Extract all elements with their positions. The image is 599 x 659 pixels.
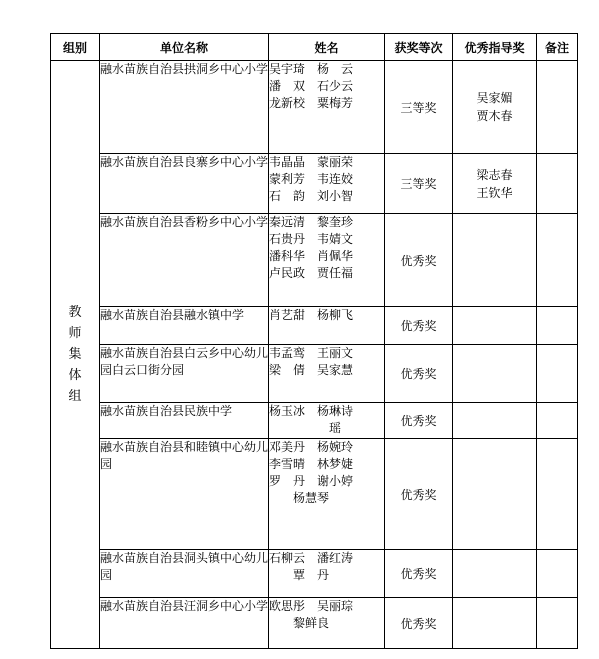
name-line: 瑶 xyxy=(269,421,342,435)
table-row xyxy=(51,439,578,550)
org-cell: 融水苗族自治县民族中学 xyxy=(100,403,269,439)
name-line: 肖艺甜 杨柳飞 xyxy=(269,308,354,322)
name-line: 梁 倩 吴家慧 xyxy=(269,363,354,377)
names-cell xyxy=(269,598,385,649)
org-cell: 融水苗族自治县良寨乡中心小学 xyxy=(100,154,269,214)
name-line: 龙新校 粟梅芳 xyxy=(269,96,354,110)
tutor-name: 吴家媚 xyxy=(476,91,513,105)
name-line: 杨玉冰 杨琳诗 xyxy=(269,404,354,418)
remark-cell xyxy=(537,598,578,649)
name-line: 石贵丹 韦婧文 xyxy=(269,232,354,246)
name-line: 潘 双 石少云 xyxy=(269,79,354,93)
org-cell: 融水苗族自治县香粉乡中心小学 xyxy=(100,214,269,307)
name-line: 石 韵 刘小智 xyxy=(269,189,354,203)
award-cell: 三等奖 xyxy=(385,154,453,214)
remark-cell xyxy=(537,154,578,214)
remark-cell xyxy=(537,439,578,550)
names-cell xyxy=(269,214,385,307)
remark-cell xyxy=(537,214,578,307)
award-table xyxy=(50,33,578,649)
header-tutor: 优秀指导奖 xyxy=(453,34,537,61)
name-line: 卢民政 贾任福 xyxy=(269,266,354,280)
header-award: 获奖等次 xyxy=(385,34,453,61)
tutor-name: 贾木春 xyxy=(476,109,513,123)
header-name: 姓名 xyxy=(269,34,385,61)
name-line: 李雪晴 林梦婕 xyxy=(269,457,354,471)
tutor-cell xyxy=(453,307,537,345)
name-line: 潘科华 肖佩华 xyxy=(269,249,354,263)
names-cell xyxy=(269,345,385,403)
names-cell xyxy=(269,550,385,598)
group-cell xyxy=(51,61,100,649)
remark-cell xyxy=(537,307,578,345)
table-row xyxy=(51,345,578,403)
header-remark: 备注 xyxy=(537,34,578,61)
tutor-cell xyxy=(453,550,537,598)
table-row xyxy=(51,403,578,439)
award-cell: 三等奖 xyxy=(385,61,453,154)
tutor-cell xyxy=(453,345,537,403)
name-line: 石柳云 潘红涛 xyxy=(269,551,354,565)
remark-cell xyxy=(537,403,578,439)
names-cell xyxy=(269,154,385,214)
name-line: 欧思彤 吴丽琮 xyxy=(269,599,354,613)
group-label: 教师集体组 xyxy=(68,305,82,404)
award-cell: 优秀奖 xyxy=(385,214,453,307)
name-line: 杨慧琴 xyxy=(269,491,330,505)
table-row xyxy=(51,598,578,649)
names-cell xyxy=(269,61,385,154)
tutor-cell xyxy=(453,439,537,550)
header-group: 组别 xyxy=(51,34,100,61)
org-cell: 融水苗族自治县拱洞乡中心小学 xyxy=(100,61,269,154)
award-cell: 优秀奖 xyxy=(385,598,453,649)
tutor-cell xyxy=(453,403,537,439)
org-cell: 融水苗族自治县融水镇中学 xyxy=(100,307,269,345)
remark-cell xyxy=(537,61,578,154)
table-row xyxy=(51,61,578,154)
table-row xyxy=(51,550,578,598)
header-row xyxy=(51,34,578,61)
org-cell: 融水苗族自治县洞头镇中心幼儿园 xyxy=(100,550,269,598)
org-cell: 融水苗族自治县和睦镇中心幼儿园 xyxy=(100,439,269,550)
award-cell: 优秀奖 xyxy=(385,550,453,598)
name-line: 覃 丹 xyxy=(269,568,330,582)
header-org: 单位名称 xyxy=(100,34,269,61)
tutor-cell xyxy=(453,214,537,307)
tutor-cell xyxy=(453,598,537,649)
table-row xyxy=(51,214,578,307)
name-line: 韦晶晶 蒙丽荣 xyxy=(269,155,354,169)
award-cell: 优秀奖 xyxy=(385,345,453,403)
tutor-name: 王钦华 xyxy=(476,185,513,200)
name-line: 秦远清 黎奎珍 xyxy=(269,215,354,229)
name-line: 吴宇琦 杨 云 xyxy=(269,62,354,76)
name-line: 罗 丹 谢小婷 xyxy=(269,474,354,488)
award-cell: 优秀奖 xyxy=(385,403,453,439)
name-line: 蒙利芳 韦连姣 xyxy=(269,172,354,186)
org-cell: 融水苗族自治县白云乡中心幼儿园白云口街分园 xyxy=(100,345,269,403)
tutor-name: 梁志春 xyxy=(476,167,513,182)
remark-cell xyxy=(537,550,578,598)
award-cell: 优秀奖 xyxy=(385,307,453,345)
org-cell: 融水苗族自治县汪洞乡中心小学 xyxy=(100,598,269,649)
name-line: 韦孟鸾 王丽文 xyxy=(269,346,354,360)
names-cell xyxy=(269,307,385,345)
table-row xyxy=(51,307,578,345)
tutor-cell xyxy=(453,61,537,154)
names-cell xyxy=(269,439,385,550)
names-cell xyxy=(269,403,385,439)
award-cell: 优秀奖 xyxy=(385,439,453,550)
table-row xyxy=(51,154,578,214)
name-line: 邓美丹 杨婉玲 xyxy=(269,440,354,454)
remark-cell xyxy=(537,345,578,403)
tutor-cell xyxy=(453,154,537,214)
name-line: 黎鲜良 xyxy=(269,616,330,630)
